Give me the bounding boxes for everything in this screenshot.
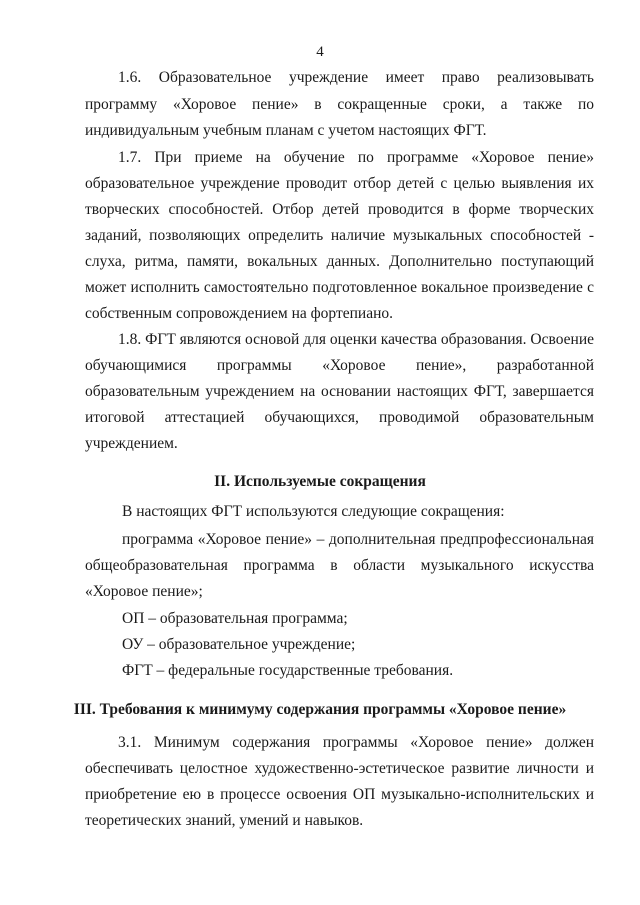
p31-line-3: приобретение ею в процессе освоения ОП музыкально-исполнительских и [85,786,594,803]
abbr-3: ОУ – образовательное учреждение; [122,636,356,653]
p16-line-2: программу «Хоровое пение» в сокращенные сроки, а также по [85,96,594,113]
p17-line-2: образовательное учреждение проводит отбор детей с целью выявления их [85,175,594,192]
p17-line-6: может исполнить самостоятельно подготовленное вокальное произведение с [85,279,594,296]
p31-line-1: 3.1. Минимум содержания программы «Хоровое пение» должен [118,734,594,751]
section-3-heading: III. Требования к минимуму содержания программы «Хоровое пение» [73,701,567,718]
p18-line-3: образовательным учреждением на основании настоящих ФГТ, завершается [85,383,594,400]
section-2-heading: II. Используемые сокращения [214,473,426,490]
abbr-2: ОП – образовательная программа; [122,610,348,627]
p17-line-4: заданий, позволяющих определить наличие музыкальных способностей - [85,227,594,244]
p18-line-4: итоговой аттестацией обучающихся, проводимой образовательным [85,409,594,426]
p17-line-7: собственным сопровождением на фортепиано. [85,305,394,322]
abbr-1-line-1: программа «Хоровое пение» – дополнительная предпрофессиональная [122,531,594,548]
abbr-4: ФГТ – федеральные государственные требования. [122,662,454,679]
abbr-1-line-2: общеобразовательная программа в области музыкального искусства [85,557,594,574]
p17-line-5: слуха, ритма, памяти, вокальных данных. Дополнительно поступающий [85,253,594,270]
p18-line-1: 1.8. ФГТ являются основой для оценки качества образования. Освоение [118,331,594,348]
p16-line-3: индивидуальным учебным планам с учетом настоящих ФГТ. [85,122,487,139]
p18-line-2: обучающимися программы «Хоровое пение», разработанной [85,357,594,374]
abbr-1-line-3: «Хоровое пение»; [85,583,203,600]
p16-line-1: 1.6. Образовательное учреждение имеет право реализовывать [118,69,594,86]
p31-line-4: теоретических знаний, умений и навыков. [85,812,364,829]
p17-line-1: 1.7. При приеме на обучение по программе «Хоровое пение» [118,149,594,166]
p18-line-5: учреждением. [85,435,178,452]
p17-line-3: творческих способностей. Отбор детей проводится в форме творческих [85,201,594,218]
page-number: 4 [316,44,324,60]
section-2-intro: В настоящих ФГТ используются следующие сокращения: [122,503,505,520]
p31-line-2: обеспечивать целостное художественно-эстетическое развитие личности и [85,760,594,777]
